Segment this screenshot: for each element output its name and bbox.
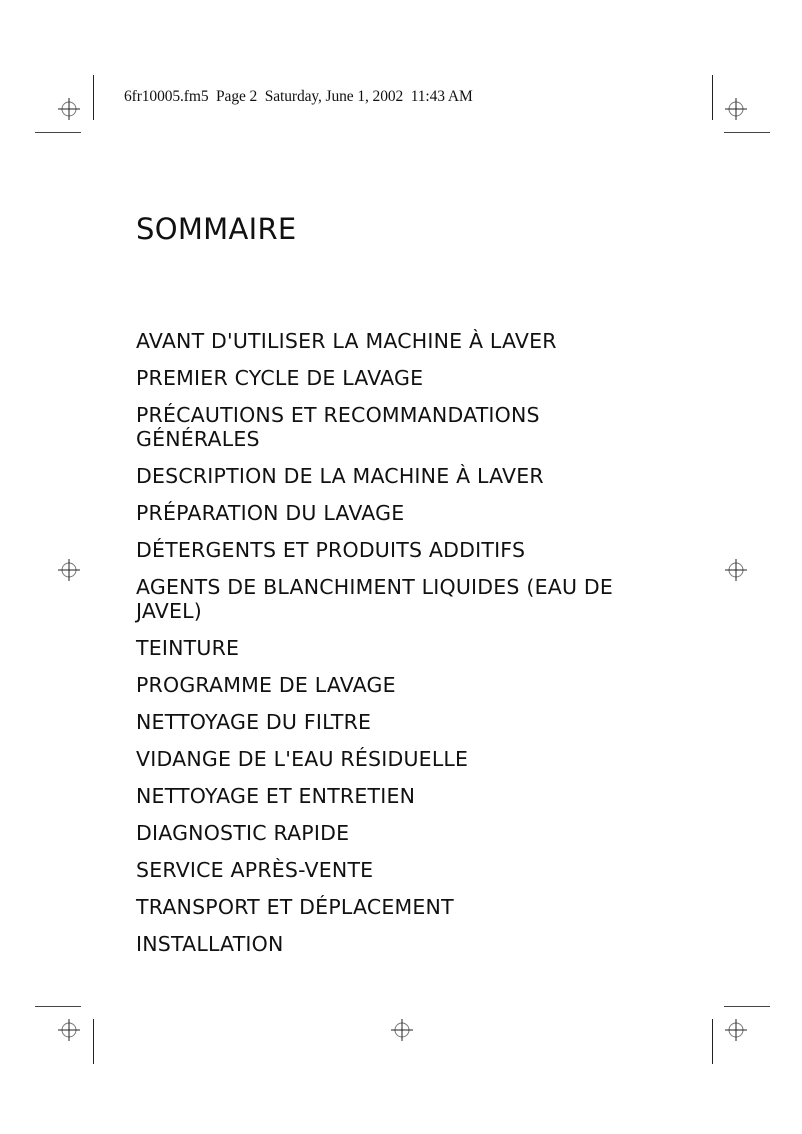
toc-item: DÉTERGENTS ET PRODUITS ADDITIFS [136,538,526,562]
registration-mark-icon [57,558,81,582]
toc-item: PROGRAMME DE LAVAGE [136,673,396,697]
toc-item: INSTALLATION [136,932,284,956]
toc-item: DESCRIPTION DE LA MACHINE À LAVER [136,464,544,488]
crop-mark-bottom-left-vertical [93,1019,94,1064]
toc-item: TRANSPORT ET DÉPLACEMENT [136,895,454,919]
crop-mark-top-left-vertical [93,75,94,120]
toc-item: VIDANGE DE L'EAU RÉSIDUELLE [136,747,469,771]
registration-mark-icon [724,97,748,121]
registration-mark-icon [390,1018,414,1042]
toc-item: PREMIER CYCLE DE LAVAGE [136,366,424,390]
toc-item: PRÉCAUTIONS ET RECOMMANDATIONS GÉNÉRALES [136,403,540,451]
crop-mark-top-right-horizontal [724,132,770,133]
toc-item: AVANT D'UTILISER LA MACHINE À LAVER [136,329,557,353]
toc-item: NETTOYAGE ET ENTRETIEN [136,784,416,808]
crop-mark-top-left-horizontal [35,132,81,133]
registration-mark-icon [724,1018,748,1042]
registration-mark-icon [57,97,81,121]
table-of-contents [136,329,636,969]
crop-mark-bottom-right-horizontal [724,1006,770,1007]
print-slug: 6fr10005.fm5 Page 2 Saturday, June 1, 2002 11:43 AM [124,88,473,105]
toc-item: AGENTS DE BLANCHIMENT LIQUIDES (EAU DE JAVEL) [136,575,613,623]
registration-mark-icon [57,1018,81,1042]
crop-mark-bottom-right-vertical [712,1019,713,1064]
toc-item: SERVICE APRÈS-VENTE [136,858,374,882]
toc-item: DIAGNOSTIC RAPIDE [136,821,350,845]
toc-item: NETTOYAGE DU FILTRE [136,710,372,734]
toc-item: PRÉPARATION DU LAVAGE [136,501,405,525]
crop-mark-top-right-vertical [712,75,713,120]
toc-item: TEINTURE [136,636,240,660]
registration-mark-icon [724,558,748,582]
crop-mark-bottom-left-horizontal [35,1006,81,1007]
page-title: SOMMAIRE [136,212,297,246]
